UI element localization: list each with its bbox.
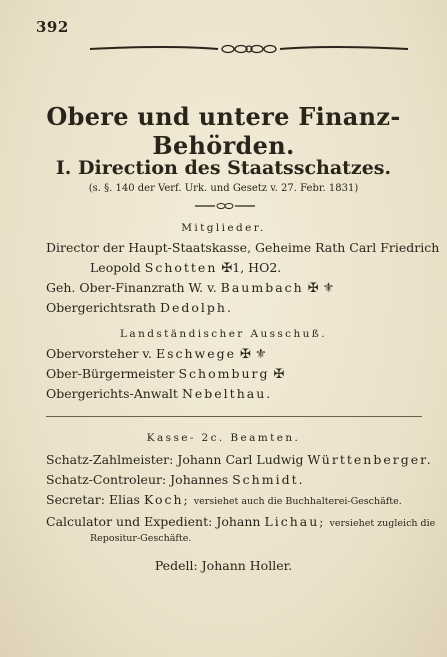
section-title: I. Direction des Staatsschatzes. bbox=[55, 157, 392, 179]
member-line-3 bbox=[46, 280, 416, 297]
committee-title: Ober-Bürgermeister bbox=[46, 366, 175, 381]
member-line-2 bbox=[90, 260, 447, 277]
official-line-4 bbox=[46, 514, 436, 532]
official-name: Koch; bbox=[143, 492, 190, 507]
cashier-officials-heading: Kasse- 2c. Beamten. bbox=[146, 432, 301, 444]
official-line-2 bbox=[46, 472, 416, 488]
official-title: Calculator und Expedient: Johann bbox=[46, 514, 261, 529]
order-cross-icon: ✠ bbox=[221, 261, 233, 276]
fleur-de-lis-icon: ⚜ bbox=[254, 347, 267, 362]
order-cross-icon: ✠ bbox=[273, 367, 285, 382]
official-name: Schmidt. bbox=[232, 472, 305, 487]
official-line-1 bbox=[46, 452, 433, 468]
pedell-line: Pedell: Johann Holler. bbox=[154, 558, 293, 573]
committee-name: Eschwege bbox=[155, 346, 237, 361]
committee-line-2 bbox=[46, 366, 416, 383]
decoration-suffix: 1, HO2. bbox=[232, 260, 282, 275]
member-line-4 bbox=[46, 300, 416, 316]
member-name-prefix: Leopold bbox=[90, 260, 141, 275]
member-line-1: Director der Haupt-Staatskasse, Geheime Rath Carl Friedrich bbox=[46, 240, 440, 255]
member-title: Geh. Ober-Finanzrath W. v. bbox=[46, 280, 217, 295]
section-divider bbox=[46, 416, 422, 417]
section-subtitle: (s. §. 140 der Verf. Urk. und Gesetz v. 27. Febr. 1831) bbox=[88, 183, 359, 194]
small-ornament bbox=[195, 202, 255, 210]
member-name: Baumbach bbox=[220, 280, 304, 295]
committee-name: Schomburg bbox=[178, 366, 270, 381]
members-heading: Mitglieder. bbox=[181, 222, 266, 234]
official-title: Schatz-Zahlmeister: Johann Carl Ludwig bbox=[46, 452, 304, 467]
official-line-3 bbox=[46, 492, 416, 510]
order-cross-icon: ✠ bbox=[307, 281, 319, 296]
page-number: 392 bbox=[36, 18, 69, 36]
committee-name: Nebelthau. bbox=[181, 386, 273, 401]
page-title: Obere und untere Finanz-Behörden. bbox=[46, 102, 401, 160]
fleur-de-lis-icon: ⚜ bbox=[322, 281, 335, 296]
official-line-5: Repositur-Geschäfte. bbox=[90, 533, 192, 544]
official-note: versiehet zugleich die bbox=[329, 518, 436, 529]
official-note: versiehet auch die Buchhalterei-Geschäfte. bbox=[193, 496, 402, 507]
member-title: Obergerichtsrath bbox=[46, 300, 156, 315]
member-name: Dedolph. bbox=[159, 300, 233, 315]
committee-title: Obervorsteher v. bbox=[46, 346, 152, 361]
ornamental-rule bbox=[88, 42, 410, 56]
official-name: Württenberger. bbox=[307, 452, 433, 467]
order-cross-icon: ✠ bbox=[240, 347, 251, 362]
official-title: Secretar: Elias bbox=[46, 492, 140, 507]
member-name: Schotten bbox=[144, 260, 218, 275]
committee-line-3 bbox=[46, 386, 416, 402]
official-name: Lichau; bbox=[264, 514, 326, 529]
committee-heading: Landständischer Ausschuß. bbox=[120, 328, 327, 340]
committee-line-1 bbox=[46, 346, 416, 363]
committee-title: Obergerichts-Anwalt bbox=[46, 386, 178, 401]
official-title: Schatz-Controleur: Johannes bbox=[46, 472, 229, 487]
